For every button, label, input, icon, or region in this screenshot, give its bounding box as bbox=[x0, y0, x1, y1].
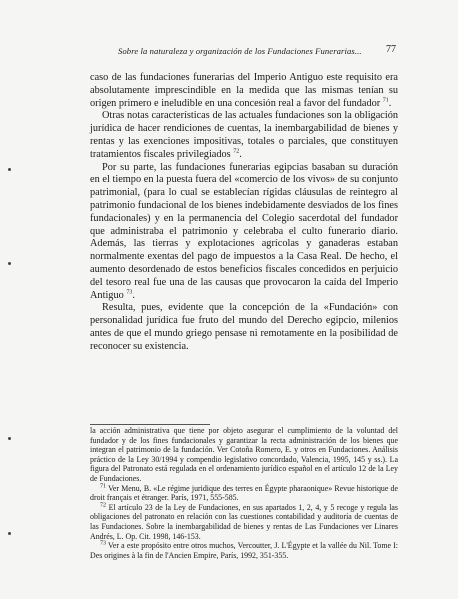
paragraph-text: Resulta, pues, evidente que la concepción de la «Fundación» con personalidad jurídica fue fruto del mundo del Derecho egipcio, milenios antes de que el mundo griego pensase ni remotamente en la posibilidad de reconocer su existencia. bbox=[90, 302, 398, 352]
footnote-ref: 72 bbox=[233, 148, 240, 155]
footnote-number: 71 bbox=[100, 482, 106, 489]
margin-mark bbox=[8, 437, 11, 440]
footnote bbox=[90, 503, 398, 541]
footnote-text: El artículo 23 de la Ley de Fundaciones, en sus apartados 1, 2, 4, y 5 recoge y regula las obligaciones del patronato en relación con las cuestiones contabilidad y auditoría de cuentas de las Fundaciones. Sobre la inembargabilidad de bienes y rentas de Las Fundaciones ver Linares Andrés, L. Op. Cit. 1998, 146-153. bbox=[90, 502, 398, 541]
footnotes bbox=[90, 426, 398, 560]
footnote-text: Ver a este propósito entre otros muchos, Vercoutter, J. L'Égypte et la vallée du Nil. Tome I: Des origines à la fin de l'Ancien Empire, París, 1992, 351-355. bbox=[90, 541, 398, 560]
footnote-number: 72 bbox=[100, 502, 106, 509]
footnote-text: Ver Menu, B. «Le régime juridique des terres en Égypte pharaonique» Revue historique de droit français et étranger. París, 1971, 555-585. bbox=[90, 483, 398, 503]
page-number: 77 bbox=[386, 44, 396, 55]
footnote: la acción administrativa que tiene por objeto asegurar el cumplimiento de la voluntad del fundador y de los fines fundacionales y garantizar la recta administración de los bienes que integran el patrimonio de la fundación. Ver Cotoña Romero, E. y otros en Fundaciones. Análisis práctico de la Ley 30/1994 y compendio legislativo concordado, Valencia, 1995, 145 y ss.). La figura del Patronato está regulada en el ordenamiento jurídico español en el artículo 12 de la Ley de Fundaciones. bbox=[90, 426, 398, 483]
paragraph: caso de las fundaciones funerarias del Imperio Antiguo este requisito era absolutamente imprescindible en la medida que las mismas tenían su origen primero e ineludible en una concesión real a favor del fundador $^{71}$. bbox=[90, 72, 398, 109]
footnote-rule bbox=[90, 424, 210, 425]
paragraph: Por su parte, las fundaciones funerarias egipcias basaban su duración en el tiempo en la puesta fuera del «comercio de los vivos» de su conjunto patrimonial, (para lo cual se establecían rígidas cláusulas de reintegro al patrimonio fundacional de los bienes indebidamente desviados de los fines fundacionales) y en la permanencia del Colegio sacerdotal del fundador que administraba el patrimonio y celebraba el culto funerario diario. Además, las tierras y explotaciones agrícolas y ganaderas estaban normalmente exentas del pago de impuestos a la Casa Real. De hecho, el aumento desordenado de estos beneficios fiscales concedidos en perjuicio del tesoro real fue una de las causas que provocaron la caída del Imperio Antiguo $^{73}$. bbox=[90, 161, 398, 301]
footnote bbox=[90, 541, 398, 560]
margin-mark bbox=[8, 532, 11, 535]
paragraph: Otras notas características de las actuales fundaciones son la obligación jurídica de hacer rendiciones de cuentas, la inembargabilidad de bienes y rentas y las exenciones impositivas, totales o parciales, que constituyen tratamientos fiscales privilegiados $^{72}$. bbox=[90, 110, 398, 160]
footnote bbox=[90, 484, 398, 503]
running-header: Sobre la naturaleza y organización de los Fundaciones Funerarias... bbox=[118, 46, 362, 56]
footnote-number: 73 bbox=[100, 540, 106, 547]
footnote-ref: 73 bbox=[126, 289, 133, 296]
paragraph bbox=[90, 302, 398, 353]
paragraph-text: caso de las fundaciones funerarias del Imperio Antiguo este requisito era absolutamente imprescindible en la medida que las mismas tenían su origen primero e ineludible en una concesión real a favor del fundador bbox=[90, 72, 398, 109]
footnote-ref: 71 bbox=[382, 97, 389, 104]
margin-mark bbox=[8, 168, 11, 171]
margin-mark bbox=[8, 262, 11, 265]
body-text bbox=[90, 72, 398, 354]
paragraph-text: Otras notas características de las actuales fundaciones son la obligación jurídica de hacer rendiciones de cuentas, la inembargabilidad de bienes y rentas y las exenciones impositivas, totales o parciales, que constituyen tratamientos fiscales privilegiados bbox=[90, 110, 398, 160]
paragraph-text: Por su parte, las fundaciones funerarias egipcias basaban su duración en el tiempo en la puesta fuera del «comercio de los vivos» de su conjunto patrimonial, (para lo cual se establecían rígidas cláusulas de reintegro al patrimonio fundacional de los bienes indebidamente desviados de los fines fundacionales) y en la permanencia del Colegio sacerdotal del fundador que administraba el patrimonio y celebraba el culto funerario diario. Además, las tierras y explotaciones agrícolas y ganaderas estaban normalmente exentas del pago de impuestos a la Casa Real. De hecho, el aumento desordenado de estos beneficios fiscales concedidos en perjuicio del tesoro real fue una de las causas que provocaron la caída del Imperio Antiguo bbox=[90, 161, 398, 301]
